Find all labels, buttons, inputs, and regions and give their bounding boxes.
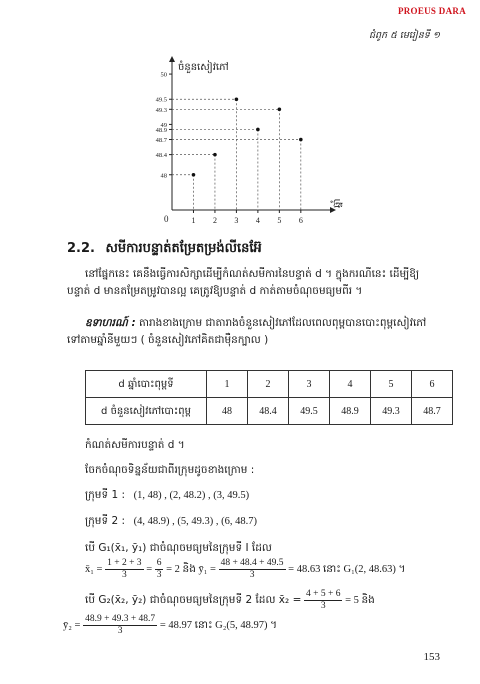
x1-numerator: 1 + 2 + 3: [107, 558, 142, 568]
table-cell: 49.3: [371, 398, 412, 425]
y2-numerator: 48.9 + 49.3 + 48.7: [85, 614, 156, 624]
y-tick-label: 48.7: [155, 137, 167, 145]
y-tick-label: 48.9: [155, 126, 167, 134]
centroid-2-intro: បើ G₂(x̄₂, ȳ₂) ជាចំណុចមធ្យមនៃក្រុមទី 2 ដែល x̄₂ =: [85, 593, 302, 606]
data-point: [213, 153, 217, 157]
y-tick-label: 50: [160, 71, 167, 79]
table-cell: 3: [289, 371, 330, 398]
scatter-chart: [150, 56, 360, 228]
x2-denominator: 3: [320, 601, 326, 611]
table-cell: 49.5: [289, 398, 330, 425]
x-tick-label: 3: [234, 216, 239, 225]
y-tick-label: 49.5: [155, 96, 167, 104]
data-table: [85, 370, 453, 425]
y1-fraction: [219, 558, 286, 581]
section-heading: [67, 240, 262, 259]
example-text: តារាងខាងក្រោម ជាតារាងចំនួនសៀវភៅដែលពេលពុម្ពបានបោះពុម្ពសៀវភៅ: [139, 317, 427, 329]
group-1-line: [85, 489, 249, 504]
centroid-1-formula: [85, 558, 405, 581]
y2-denominator: 3: [117, 626, 123, 636]
group-2-points: (4, 48.9) , (5, 49.3) , (6, 48.7): [133, 516, 258, 527]
x-tick-label: 4: [255, 216, 260, 225]
y-axis-label: ចំនួនសៀវភៅ: [178, 62, 229, 73]
example-label: ឧទាហរណ៍ :: [85, 317, 136, 329]
data-point: [278, 108, 282, 112]
origin-label: 0: [164, 214, 169, 224]
page-number: 153: [423, 651, 440, 663]
y1-result: = 48.63 នោះ G₁(2, 48.63) ។: [288, 563, 406, 575]
x1-result: = 2 និង ȳ₁ =: [166, 563, 216, 575]
table-cell: 2: [248, 371, 289, 398]
table-row: [86, 371, 453, 398]
table-row: [86, 398, 453, 425]
section-number: 2.2.: [67, 241, 95, 256]
intro-line-2: បន្ទាត់ d មានតម្រែតម្រូវបានល្អ គេត្រូវឱ្យបន្ទាត់ d កាត់តាមចំណុចមធ្យមពីរ ។: [67, 285, 363, 297]
data-point: [299, 138, 303, 142]
example-line-2: ទៅតាមឆ្នាំនីមួយៗ ( ចំនួនសៀវភៅគិតជាម៉ឺនក្បាល ): [67, 334, 269, 346]
y2-result: = 48.97 នោះ G₂(5, 48.97) ។: [159, 619, 278, 631]
table-cell: 4: [330, 371, 371, 398]
data-point: [256, 128, 260, 132]
chapter-label: ជំពូក ៥ មេរៀនទី ១: [368, 30, 440, 41]
x-tick-label: 5: [277, 216, 282, 225]
x2-numerator: 4 + 5 + 6: [306, 589, 341, 599]
table-cell: 48.4: [248, 398, 289, 425]
y-tick-label: 49.3: [155, 106, 167, 114]
x2-result: = 5 និង: [345, 594, 375, 606]
x1-lhs: x̄₁ =: [85, 563, 103, 575]
example-line-1: [85, 315, 426, 332]
x2-fraction: [304, 589, 342, 612]
y1-denominator: 3: [249, 570, 255, 580]
x-axis-label: ឆ្នាំ: [332, 198, 343, 208]
solution-line-1: កំណត់សមីការបន្ទាត់ d ។: [85, 439, 185, 451]
table-cell: 48.9: [330, 398, 371, 425]
x-tick-label: 2: [212, 216, 217, 225]
group-2-line: [85, 515, 257, 530]
group-2-label: ក្រុមទី 2 :: [85, 515, 126, 527]
table-cell: 48: [207, 398, 248, 425]
group-1-points: (1, 48) , (2, 48.2) , (3, 49.5): [133, 490, 250, 501]
table-cell: 6: [412, 371, 453, 398]
x1-fraction-2: [155, 558, 164, 581]
centroid-1-intro: បើ G₁(x̄₁, ȳ₁) ជាចំណុចមធ្យមនៃក្រុមទី I ដែល: [85, 542, 272, 554]
table-cell: 48.7: [412, 398, 453, 425]
table-cell: 1: [207, 371, 248, 398]
x1-equals: =: [146, 563, 153, 575]
x1-denominator-2: 3: [156, 570, 162, 580]
y2-fraction: [83, 614, 157, 637]
data-point: [235, 97, 239, 101]
y-axis-arrow: [169, 56, 175, 62]
x1-numerator-2: 6: [156, 558, 162, 568]
x-tick-label: 1: [191, 216, 196, 225]
y-tick-label: 48: [160, 172, 167, 180]
brand-label: PROEUS DARA: [397, 6, 466, 16]
section-title: សមីការបន្ទាត់តម្រែតម្រង់លីនេអ៊ែ: [105, 241, 262, 256]
table-row-label: d ចំនួនសៀវភៅបោះពុម្ព: [86, 398, 207, 425]
y-tick-label: 49: [160, 121, 167, 129]
table-cell: 5: [371, 371, 412, 398]
x1-fraction: [105, 558, 143, 581]
y2-formula: [63, 614, 277, 637]
y-tick-label: 48.4: [155, 152, 167, 160]
centroid-2-formula: [85, 589, 375, 612]
data-point: [192, 173, 196, 177]
solution-line-2: ចែកចំណុចទិន្នន័យជាពីរក្រុមដូចខាងក្រោម :: [85, 464, 255, 476]
y1-numerator: 48 + 48.4 + 49.5: [220, 558, 284, 568]
intro-line-1: នៅផ្នែកនេះ គេនឹងធ្វើការសិក្សាដើម្បីកំណត់សមីការនៃបន្ទាត់ d ។ ក្នុងករណីនេះ ដើម្បីឱ្យ: [85, 268, 420, 280]
table-row-label: d ឆ្នាំបោះពុម្ពទី: [86, 371, 207, 398]
group-1-label: ក្រុមទី 1 :: [85, 489, 126, 501]
x-tick-label: 6: [298, 216, 303, 225]
y2-lhs: ȳ₂ =: [63, 619, 81, 631]
x1-denominator: 3: [121, 570, 127, 580]
